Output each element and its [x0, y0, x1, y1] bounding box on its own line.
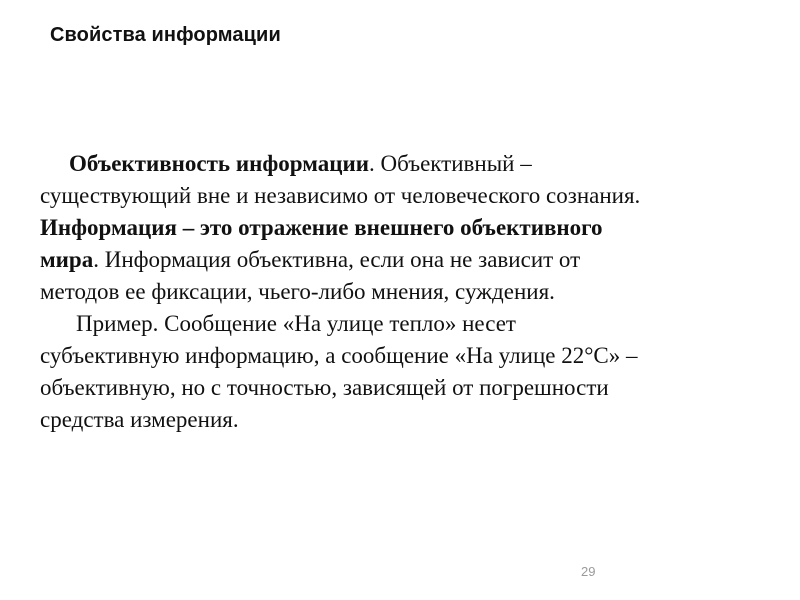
paragraph-2-line-2: субъективную информацию, а сообщение «На улице 22°С» –: [40, 343, 638, 368]
page-number: 29: [581, 564, 596, 579]
paragraph-1-line-4: [40, 244, 760, 276]
paragraph-1-line-3: Информация – это отражение внешнего объективного: [40, 215, 603, 240]
paragraph-1-line-2: существующий вне и независимо от человеческого сознания.: [40, 183, 641, 208]
paragraph-2-line-4: средства измерения.: [40, 407, 239, 432]
paragraph-1-line-1: [40, 148, 760, 180]
term-objectivity: Объективность информации: [69, 151, 369, 176]
paragraph-1-line-4-rest: . Информация объективна, если она не зависит от: [93, 247, 581, 272]
paragraph-1-line-4-bold: мира: [40, 247, 94, 272]
paragraph-1-line-5: методов ее фиксации, чьего-либо мнения, суждения.: [40, 279, 555, 304]
paragraph-2-line-1: Пример. Сообщение «На улице тепло» несет: [76, 311, 516, 336]
paragraph-2-line-3: объективную, но с точностью, зависящей от погрешности: [40, 375, 609, 400]
slide-title: Свойства информации: [50, 24, 281, 46]
slide-body: [40, 148, 760, 436]
paragraph-1-line-1-rest: . Объективный –: [368, 151, 532, 176]
